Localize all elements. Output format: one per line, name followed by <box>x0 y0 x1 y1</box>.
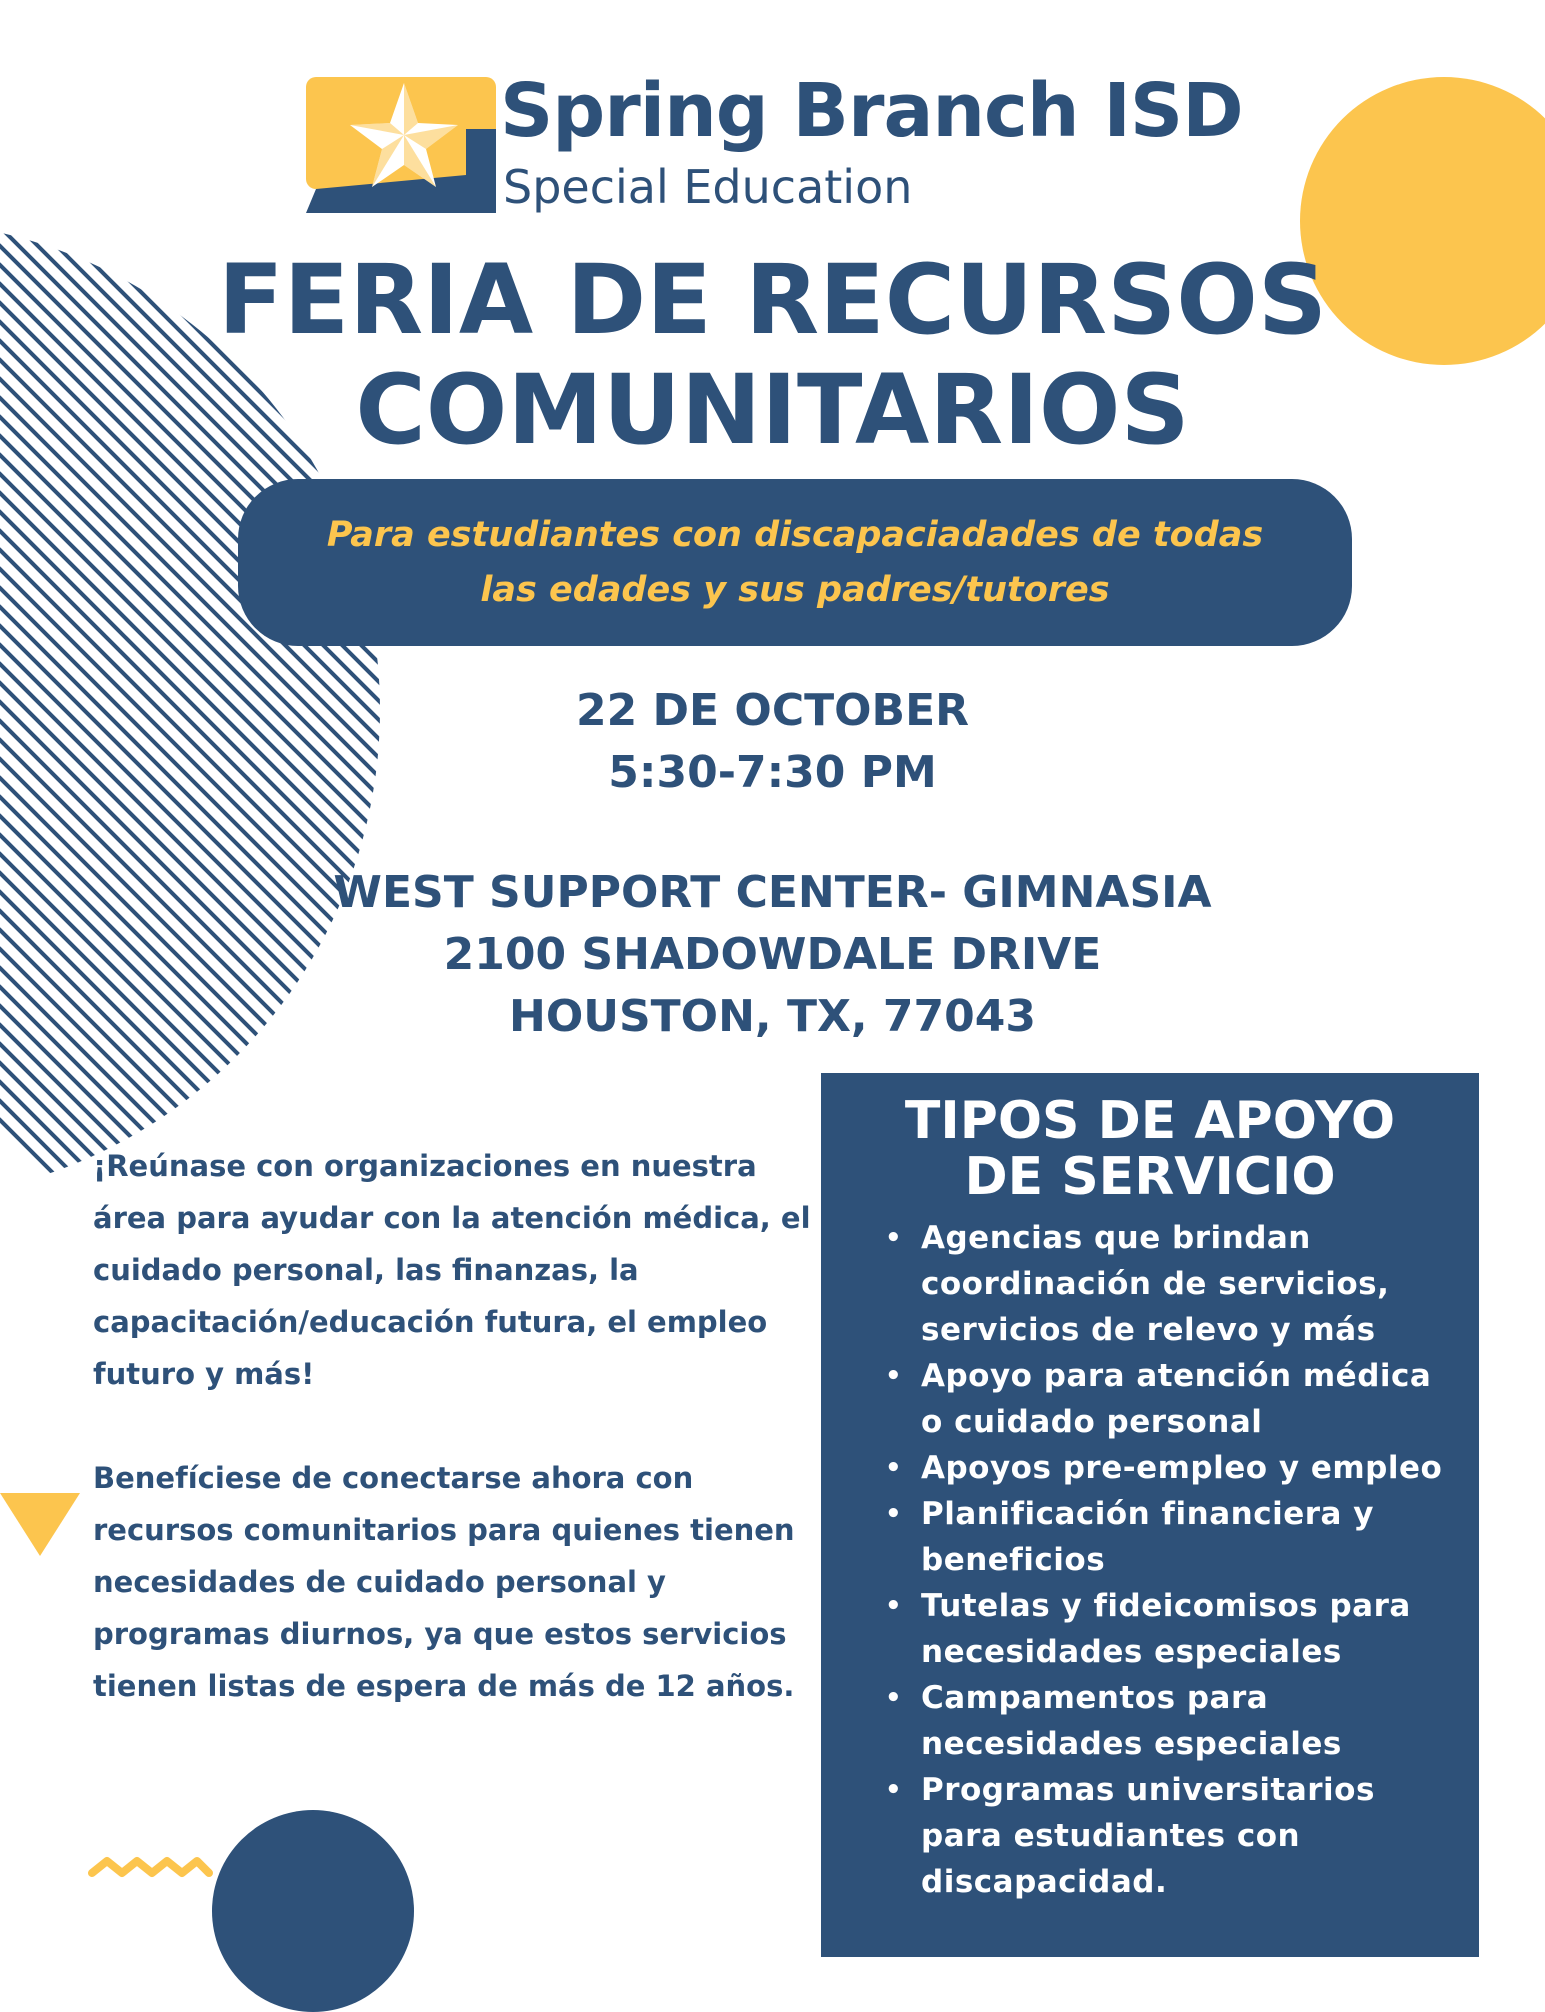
body-paragraph-1: ¡Reúnase con organizaciones en nuestra área para ayudar con la atención médica, el cuidado personal, las finanzas, la capacitación/educación futura, el empleo futuro y más! <box>93 1149 811 1391</box>
decorative-yellow-triangle <box>0 1493 80 1556</box>
decorative-navy-circle <box>212 1810 414 2012</box>
brand-subtitle: Special Education <box>503 160 913 214</box>
support-title <box>821 1093 1479 1205</box>
list-item: • Apoyo para atención médica o cuidado personal <box>921 1353 1459 1445</box>
list-item: • Tutelas y fideicomisos para necesidades especiales <box>921 1583 1459 1675</box>
support-list <box>821 1215 1479 1905</box>
support-title-line-2: DE SERVICIO <box>964 1147 1336 1207</box>
title-line-2: COMUNITARIOS <box>355 354 1190 466</box>
event-city: HOUSTON, TX, 77043 <box>509 991 1036 1042</box>
list-item: • Planificación financiera y beneficios <box>921 1491 1459 1583</box>
event-location-name: WEST SUPPORT CENTER- GIMNASIA <box>333 867 1212 918</box>
brand-name: Spring Branch ISD <box>500 68 1243 154</box>
event-date: 22 DE OCTOBER <box>575 685 970 736</box>
list-item: • Programas universitarios para estudiantes con discapacidad. <box>921 1767 1459 1905</box>
page-title <box>0 245 1545 465</box>
support-title-line-1: TIPOS DE APOYO <box>904 1091 1396 1151</box>
decorative-yellow-zigzag <box>88 1853 213 1881</box>
list-item: • Agencias que brindan coordinación de servicios, servicios de relevo y más <box>921 1215 1459 1353</box>
body-text <box>93 1140 813 1712</box>
spring-branch-star-logo <box>306 77 496 213</box>
list-item: • Campamentos para necesidades especiales <box>921 1675 1459 1767</box>
support-types-box <box>821 1073 1479 1957</box>
body-paragraph-2: Benefíciese de conectarse ahora con recursos comunitarios para quienes tienen necesidades de cuidado personal y programas diurnos, ya que estos servicios tienen listas de espera de más de 12 años. <box>93 1461 795 1703</box>
audience-text: Para estudiantes con discapaciadades de todas las edades y sus padres/tutores <box>326 514 1264 610</box>
list-item: • Apoyos pre-empleo y empleo <box>921 1445 1459 1491</box>
event-info <box>0 680 1545 1048</box>
event-address: 2100 SHADOWDALE DRIVE <box>443 929 1102 980</box>
title-line-1: FERIA DE RECURSOS <box>218 244 1327 356</box>
audience-banner <box>238 479 1352 646</box>
event-time: 5:30-7:30 PM <box>608 747 937 798</box>
